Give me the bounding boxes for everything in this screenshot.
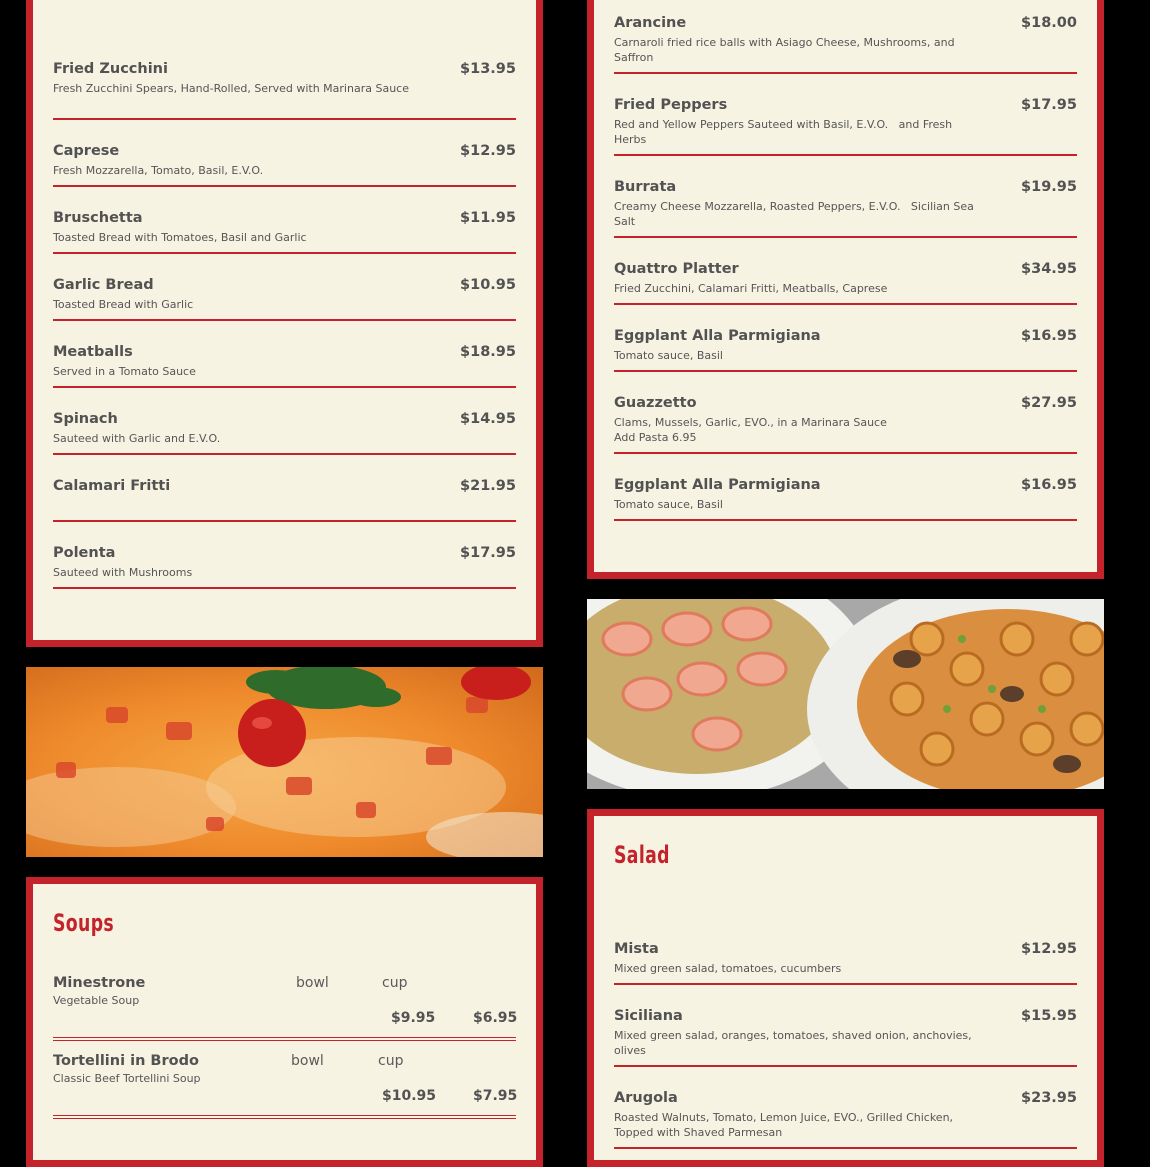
item-name: Siciliana (614, 1008, 683, 1024)
pasta-photo (26, 667, 543, 857)
item-description: Toasted Bread with Garlic (53, 298, 194, 311)
item-name: Arugola (614, 1090, 678, 1106)
item-description: Fresh Zucchini Spears, Hand-Rolled, Served with Marinara Sauce (53, 82, 409, 95)
soups-panel (26, 877, 543, 1167)
item-price: $17.95 (460, 545, 516, 561)
item-name: Spinach (53, 411, 118, 427)
item-price: $12.95 (1021, 941, 1077, 957)
item-description: Sauteed with Mushrooms (53, 566, 193, 579)
divider (53, 386, 516, 388)
divider (53, 520, 516, 522)
item-description: Roasted Walnuts, Tomato, Lemon Juice, EVO., Grilled Chicken, Topped with Shaved Parmesan (614, 1111, 954, 1139)
item-name: Guazzetto (614, 395, 697, 411)
bowl-price: $9.95 (391, 1010, 436, 1026)
item-name: Burrata (614, 179, 677, 195)
appetizers-panel-right (587, 0, 1104, 579)
item-name: Meatballs (53, 344, 133, 360)
item-price: $12.95 (460, 143, 516, 159)
item-description: Toasted Bread with Tomatoes, Basil and Garlic (53, 231, 307, 244)
divider (614, 303, 1077, 305)
item-price: $18.95 (460, 344, 516, 360)
item-name: Calamari Fritti (53, 478, 171, 494)
item-name: Polenta (53, 545, 116, 561)
item-name: Quattro Platter (614, 261, 739, 277)
item-description: Carnaroli fried rice balls with Asiago Cheese, Mushrooms, and Saffron (614, 36, 955, 64)
item-extra-note: Add Pasta 6.95 (614, 431, 697, 444)
shrimp-tortellini-photo-icon (587, 599, 1104, 789)
bowl-price: $10.95 (382, 1088, 437, 1104)
divider (614, 236, 1077, 238)
divider (614, 452, 1077, 454)
divider (53, 252, 516, 254)
item-description: Tomato sauce, Basil (614, 349, 723, 362)
item-description: Fresh Mozzarella, Tomato, Basil, E.V.O. (53, 164, 264, 177)
item-description: Creamy Cheese Mozzarella, Roasted Peppers, E.V.O. Sicilian Sea Salt (614, 200, 978, 228)
item-name: Eggplant Alla Parmigiana (614, 477, 821, 493)
item-price: $16.95 (1021, 328, 1077, 344)
item-price: $27.95 (1021, 395, 1077, 411)
item-name: Eggplant Alla Parmigiana (614, 328, 821, 344)
item-name: Minestrone (53, 975, 146, 991)
item-name: Tortellini in Brodo (53, 1053, 199, 1069)
divider (614, 1065, 1077, 1067)
salad-panel (587, 809, 1104, 1167)
item-name: Fried Zucchini (53, 61, 168, 77)
divider (614, 154, 1077, 156)
section-title: Soups (53, 909, 115, 937)
pasta-photo-icon (26, 667, 543, 857)
item-price: $23.95 (1021, 1090, 1077, 1106)
appetizers-panel-left (26, 0, 543, 647)
section-title: Salad (614, 841, 670, 869)
item-description: Mixed green salad, oranges, tomatoes, shaved onion, anchovies, olives (614, 1029, 972, 1057)
item-description: Mixed green salad, tomatoes, cucumbers (614, 962, 842, 975)
cup-price: $6.95 (473, 1010, 518, 1026)
item-name: Mista (614, 941, 659, 957)
divider (53, 1037, 516, 1041)
item-price: $16.95 (1021, 477, 1077, 493)
item-price: $13.95 (460, 61, 516, 77)
item-price: $15.95 (1021, 1008, 1077, 1024)
item-description: Tomato sauce, Basil (614, 498, 723, 511)
item-description: Red and Yellow Peppers Sauteed with Basil, E.V.O. and Fresh Herbs (614, 118, 956, 146)
bowl-label: bowl (296, 975, 329, 991)
divider (614, 72, 1077, 74)
cup-price: $7.95 (473, 1088, 518, 1104)
item-description: Vegetable Soup (53, 994, 140, 1007)
item-price: $34.95 (1021, 261, 1077, 277)
item-price: $21.95 (460, 478, 516, 494)
cup-label: cup (378, 1053, 404, 1069)
item-price: $18.00 (1021, 15, 1077, 31)
divider (614, 983, 1077, 985)
item-description: Served in a Tomato Sauce (53, 365, 196, 378)
divider (53, 185, 516, 187)
item-description: Clams, Mussels, Garlic, EVO., in a Marinara Sauce (614, 416, 887, 429)
divider (614, 519, 1077, 521)
item-description: Sauteed with Garlic and E.V.O. (53, 432, 221, 445)
item-name: Caprese (53, 143, 120, 159)
divider (53, 118, 516, 120)
item-price: $19.95 (1021, 179, 1077, 195)
bowl-label: bowl (291, 1053, 324, 1069)
divider (53, 1115, 516, 1119)
item-name: Arancine (614, 15, 687, 31)
item-description: Classic Beef Tortellini Soup (53, 1072, 201, 1085)
item-name: Fried Peppers (614, 97, 728, 113)
divider (614, 1147, 1077, 1149)
divider (53, 319, 516, 321)
divider (53, 453, 516, 455)
divider (53, 587, 516, 589)
cup-label: cup (382, 975, 408, 991)
item-description: Fried Zucchini, Calamari Fritti, Meatballs, Caprese (614, 282, 888, 295)
item-price: $10.95 (460, 277, 516, 293)
divider (614, 370, 1077, 372)
item-price: $11.95 (460, 210, 516, 226)
item-name: Garlic Bread (53, 277, 154, 293)
item-name: Bruschetta (53, 210, 143, 226)
item-price: $17.95 (1021, 97, 1077, 113)
item-price: $14.95 (460, 411, 516, 427)
shrimp-tortellini-photo (587, 599, 1104, 789)
